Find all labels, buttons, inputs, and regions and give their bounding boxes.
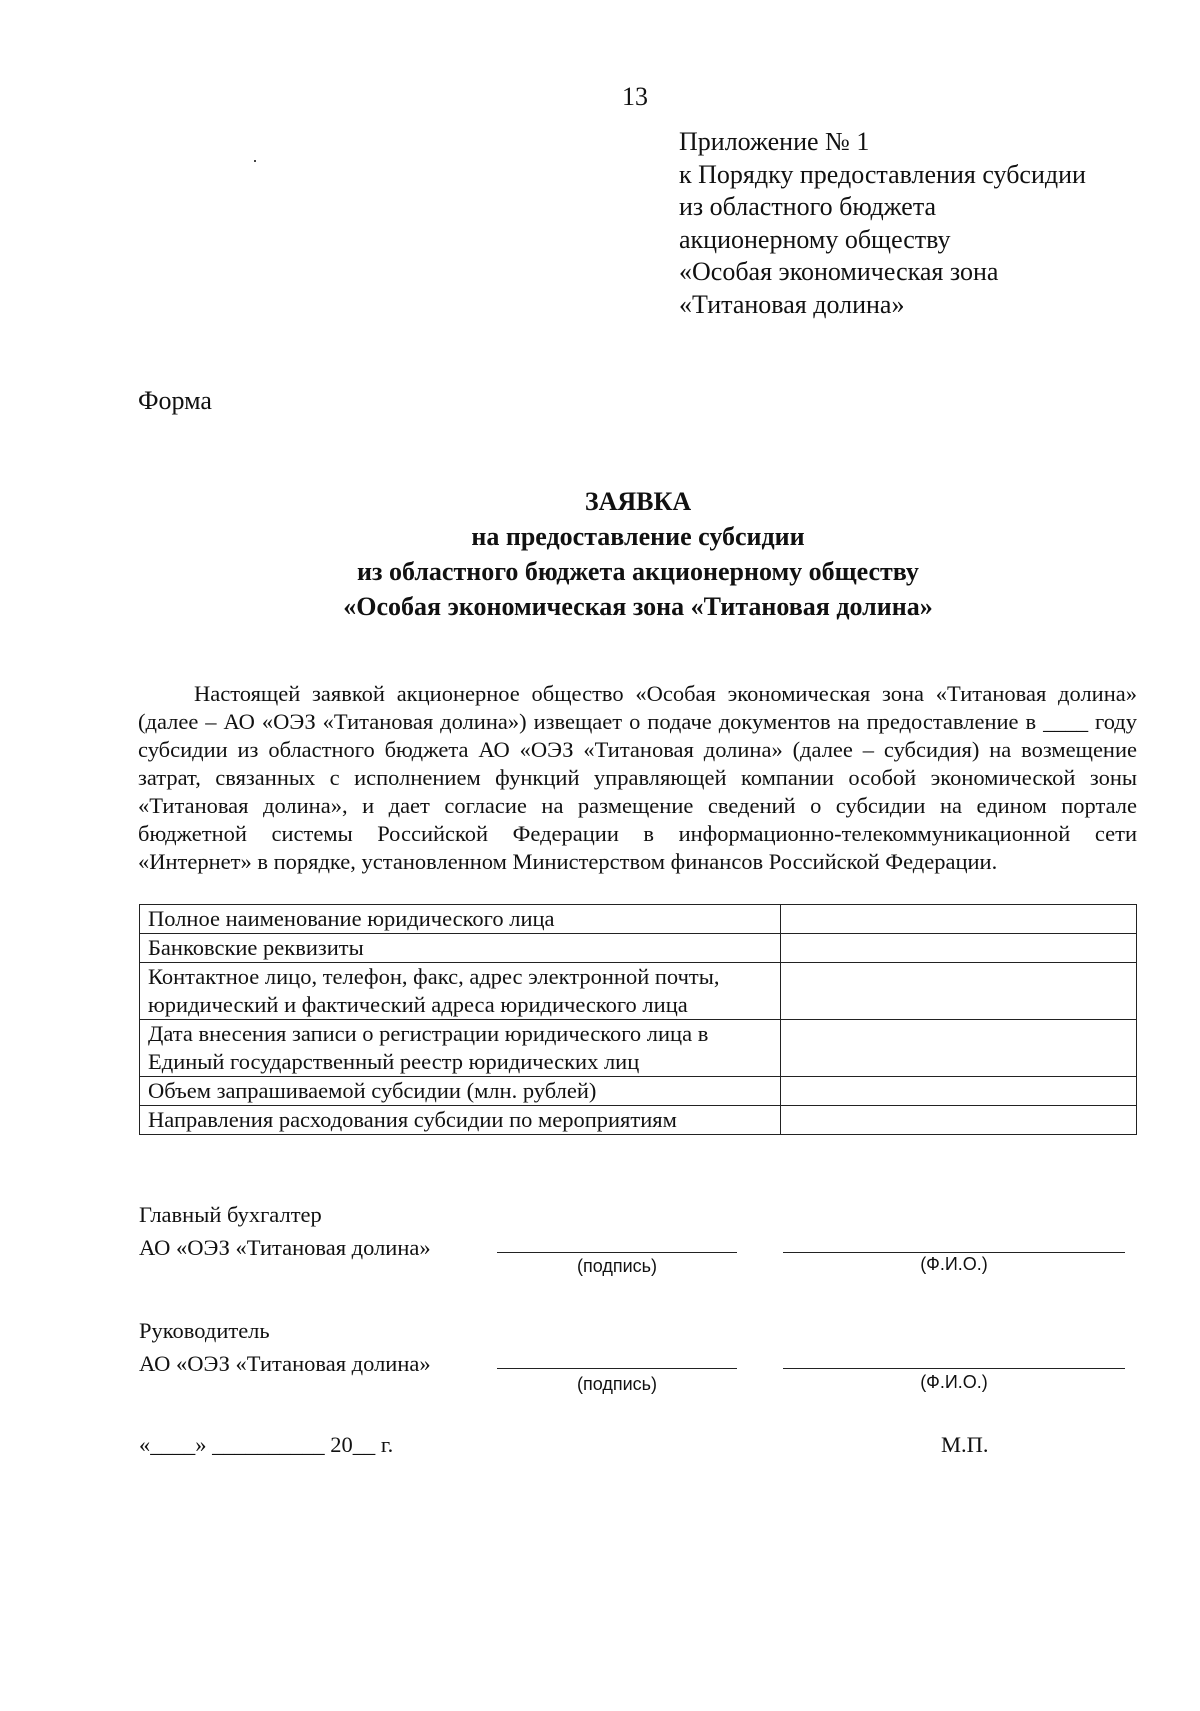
row-label: Полное наименование юридического лица (140, 905, 781, 934)
row-value-field[interactable] (781, 1020, 1137, 1077)
accountant-name-line[interactable] (783, 1252, 1125, 1253)
director-name-line[interactable] (783, 1368, 1125, 1369)
table-row (140, 1106, 1137, 1135)
table-row (140, 1020, 1137, 1077)
director-org: АО «ОЭЗ «Титановая долина» (139, 1351, 431, 1376)
row-label: Дата внесения записи о регистрации юридического лица в Единый государственный реестр юридических лиц (140, 1020, 781, 1077)
director-signature-line[interactable] (497, 1368, 737, 1369)
intro-paragraph: Настоящей заявкой акционерное общество «Особая экономическая зона «Титановая долина» (далее – АО «ОЭЗ «Титановая долина») извещает о подаче документов на предоставление в ____ году субсидии из областного бюджета АО «ОЭЗ «Титановая долина» (далее – субсидия) на возмещение затрат, связанных с исполнением функций управляющей компании особой экономической зоны «Титановая долина», и дает согласие на размещение сведений о субсидии на едином портале бюджетной системы Российской Федерации в информационно-телекоммуникационной сети «Интернет» в порядке, установленном Министерством финансов Российской Федерации. (138, 681, 1137, 874)
table-row (140, 934, 1137, 963)
table-row (140, 963, 1137, 1020)
row-value-field[interactable] (781, 905, 1137, 934)
accountant-role: Главный бухгалтер (139, 1202, 322, 1227)
row-value-field[interactable] (781, 1077, 1137, 1106)
page-number: 13 (622, 82, 648, 111)
row-label: Банковские реквизиты (140, 934, 781, 963)
appendix-line: акционерному обществу (679, 224, 951, 254)
accountant-signature-caption: (подпись) (576, 1256, 658, 1276)
row-value-field[interactable] (781, 963, 1137, 1020)
accountant-name-caption: (Ф.И.О.) (920, 1254, 988, 1274)
row-value-field[interactable] (781, 1106, 1137, 1135)
stamp-placeholder: М.П. (941, 1432, 989, 1457)
form-label: Форма (138, 386, 212, 415)
application-details-table (139, 904, 1137, 1135)
accountant-org: АО «ОЭЗ «Титановая долина» (139, 1235, 431, 1260)
row-label: Объем запрашиваемой субсидии (млн. рублей) (140, 1077, 781, 1106)
director-role: Руководитель (139, 1318, 270, 1343)
appendix-line: к Порядку предоставления субсидии (679, 159, 1086, 189)
appendix-line: «Особая экономическая зона (679, 257, 999, 286)
title-heading: ЗАЯВКА (584, 487, 692, 516)
accountant-signature-line[interactable] (497, 1252, 737, 1253)
date-field[interactable]: «____» __________ 20__ г. (139, 1432, 394, 1457)
table-row (140, 905, 1137, 934)
table-row (140, 1077, 1137, 1106)
appendix-line: из областного бюджета (679, 192, 937, 221)
title-line: «Особая экономическая зона «Титановая долина» (343, 592, 933, 621)
appendix-line: Приложение № 1 (679, 127, 870, 156)
appendix-reference (679, 126, 1086, 321)
scan-speck (254, 160, 256, 162)
director-signature-block (139, 1314, 431, 1380)
title-line: на предоставление субсидии (471, 522, 805, 551)
row-value-field[interactable] (781, 934, 1137, 963)
row-label: Направления расходования субсидии по мероприятиям (140, 1106, 781, 1135)
accountant-signature-block (139, 1198, 431, 1264)
row-label: Контактное лицо, телефон, факс, адрес электронной почты, юридический и фактический адреса юридического лица (140, 963, 781, 1020)
director-signature-caption: (подпись) (576, 1374, 658, 1394)
director-name-caption: (Ф.И.О.) (920, 1372, 988, 1392)
appendix-line: «Титановая долина» (679, 289, 905, 319)
document-title (138, 484, 1138, 624)
title-line: из областного бюджета акционерному обществу (357, 557, 919, 586)
